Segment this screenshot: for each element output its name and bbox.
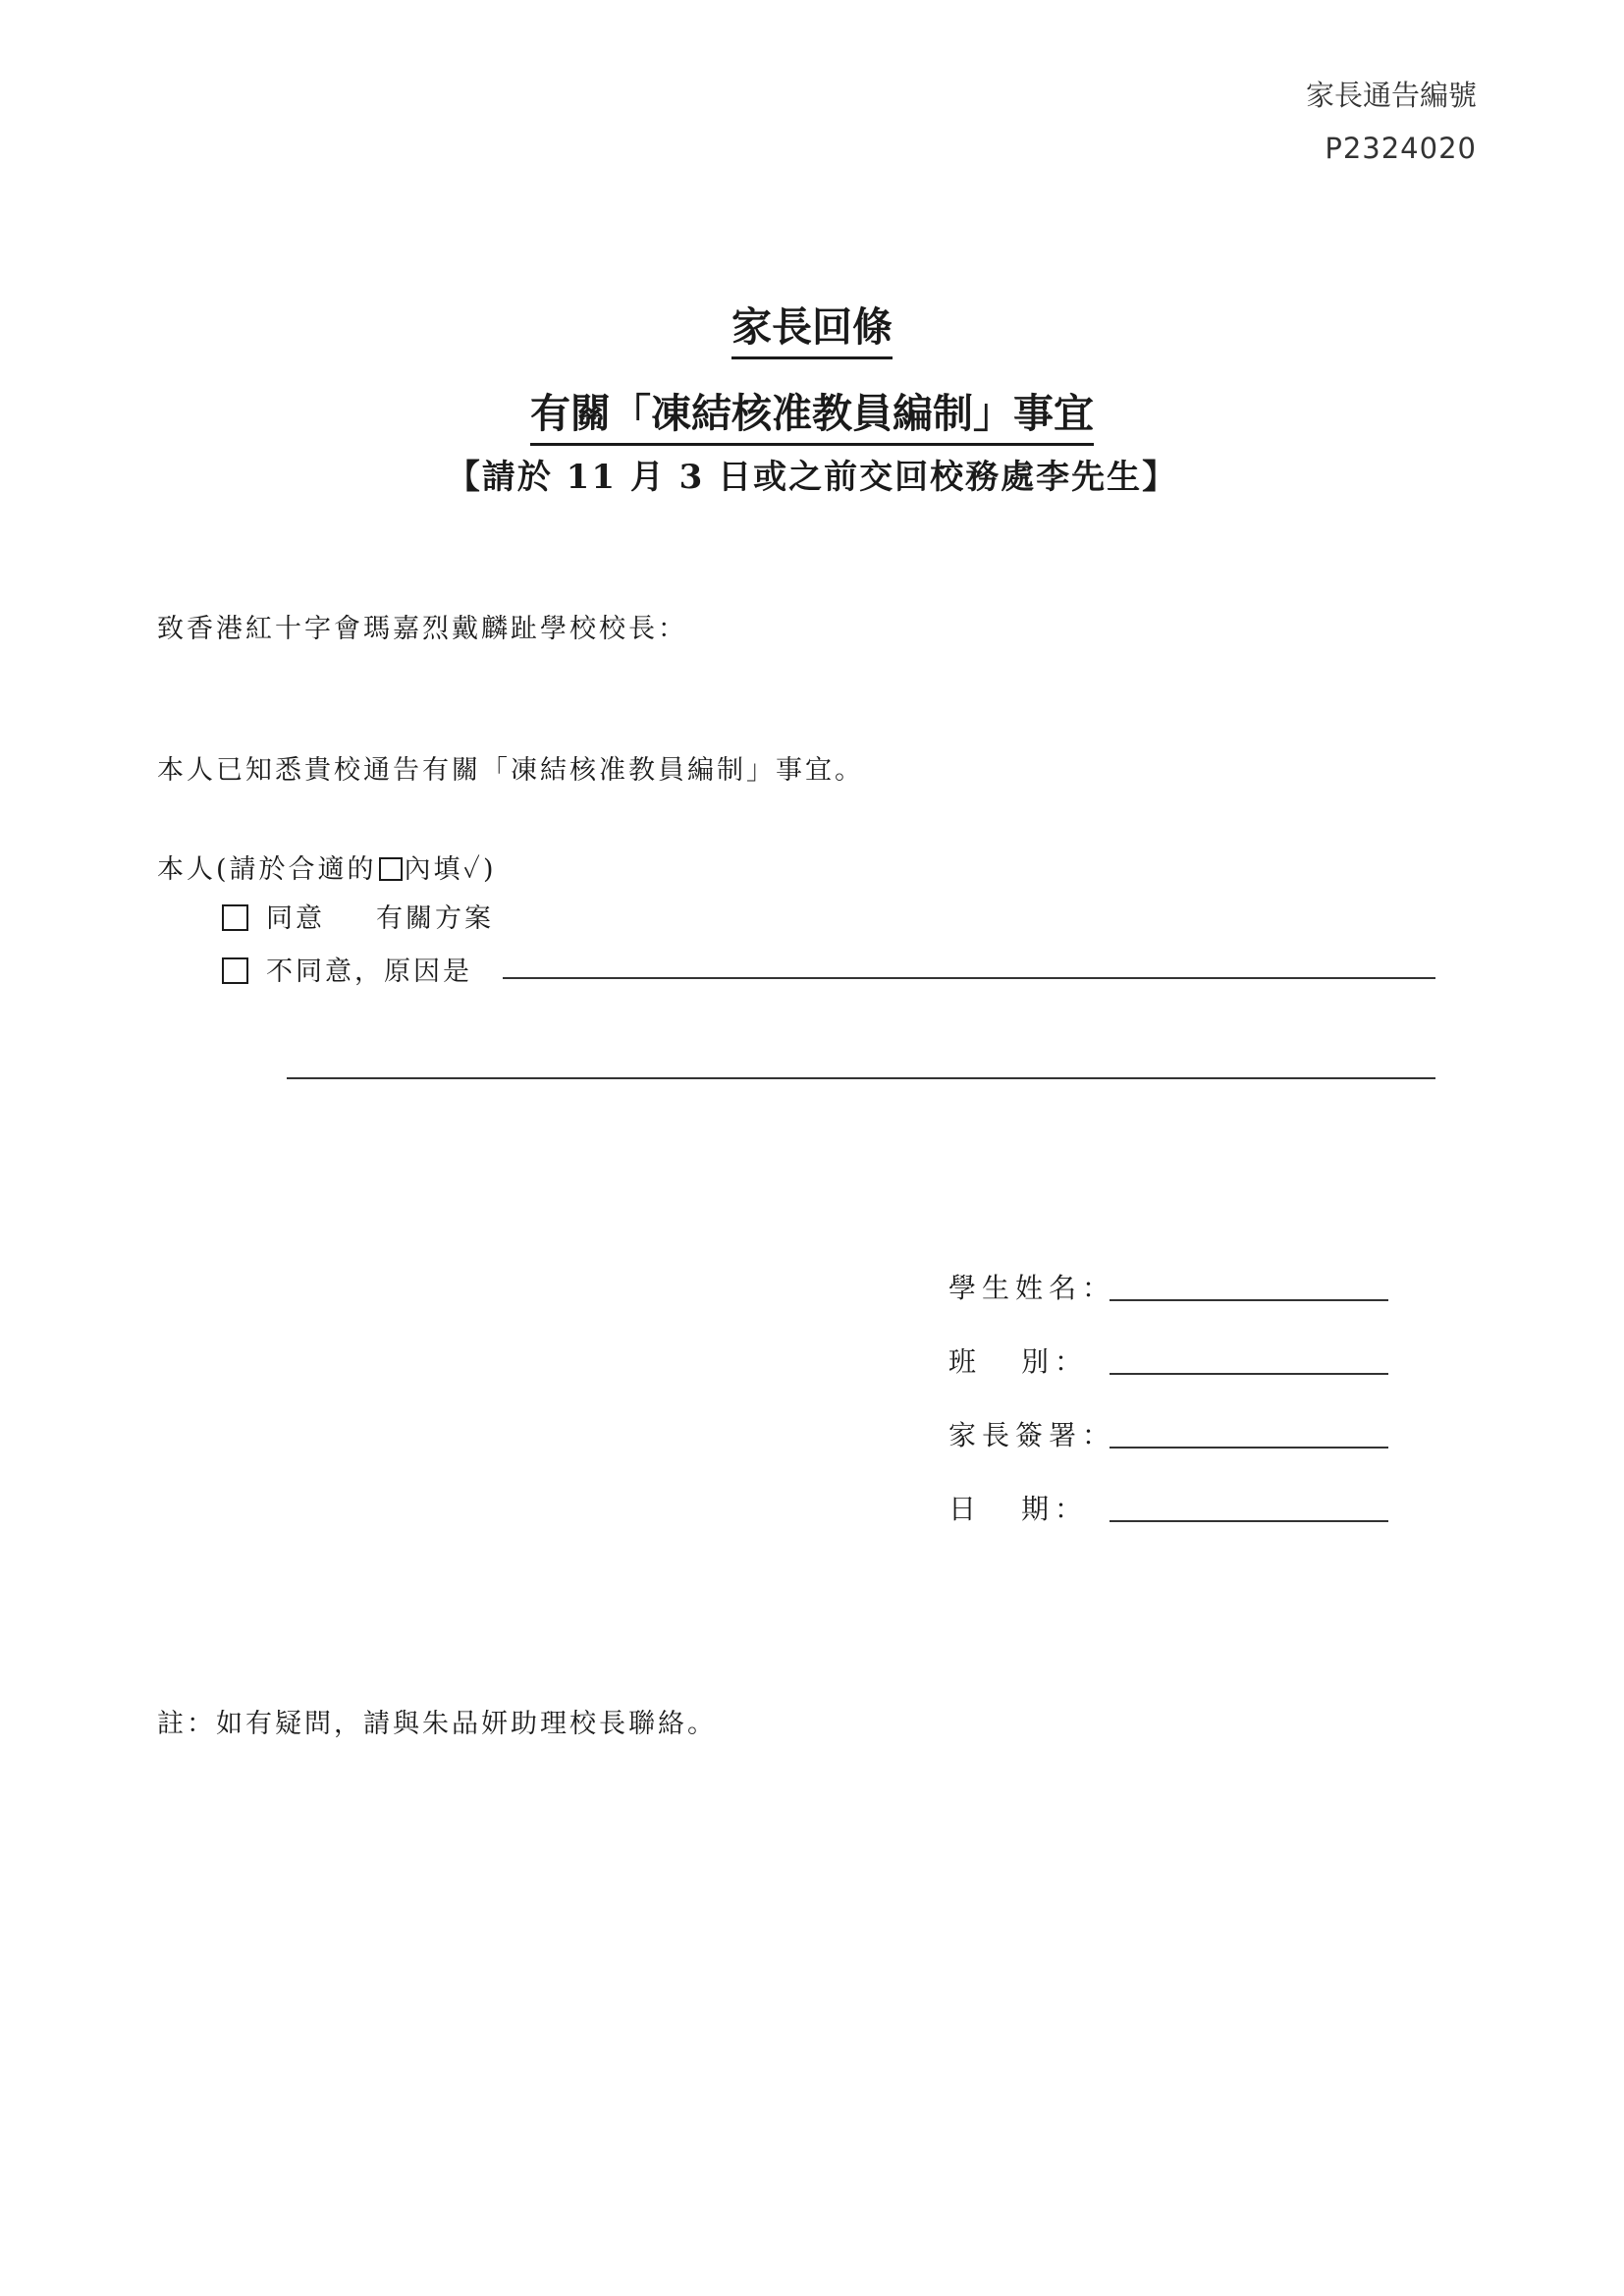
option-disagree[interactable] [222,950,472,988]
colon: ： [1082,1419,1110,1451]
page-title [0,295,1624,359]
colon: ： [1055,1345,1083,1378]
colon: ： [1082,1272,1110,1304]
date-field[interactable] [1110,1520,1388,1522]
student-name-field[interactable] [1110,1299,1388,1301]
notice-number-label: 家長通告編號 [1305,79,1477,112]
reason-line-2[interactable] [287,1077,1435,1079]
class-field[interactable] [1110,1373,1388,1375]
date-label-char-1: 日 [948,1493,1022,1525]
acknowledgement: 本人已知悉貴校通告有關「凍結核准教員編制」事宜。 [157,755,864,786]
reason-line-1[interactable] [503,977,1435,979]
footnote: 註：如有疑問，請與朱品妍助理校長聯絡。 [157,1709,717,1739]
colon: ： [1055,1493,1083,1525]
option-agree[interactable] [222,897,494,935]
salutation: 致香港紅十字會瑪嘉烈戴麟趾學校校長： [157,614,687,644]
date-label-char-2: 期 [1021,1493,1056,1525]
parent-signature-label [948,1414,1110,1453]
option-agree-label: 同意 [266,903,325,934]
page-title-text: 家長回條 [731,295,893,359]
parent-signature-field[interactable] [1110,1447,1388,1449]
student-name-label [948,1267,1110,1306]
class-label-char-1: 班 [948,1345,1022,1378]
class-label [948,1340,1082,1380]
disagree-checkbox[interactable] [222,957,248,984]
instruction [157,847,497,886]
agree-checkbox[interactable] [222,904,248,931]
instruction-suffix: 內填✓) [404,854,497,885]
subject-title [0,381,1624,446]
option-disagree-label: 不同意，原因是 [266,957,472,987]
parent-signature-label-text: 家長簽署 [948,1419,1083,1451]
date-label [948,1488,1082,1527]
class-label-char-2: 別 [1021,1345,1056,1378]
subject-title-text: 有關「凍結核准教員編制」事宜 [530,381,1094,446]
option-agree-suffix: 有關方案 [376,903,494,934]
student-name-label-text: 學生姓名 [948,1272,1083,1304]
deadline-note: 【請於 11 月 3 日或之前交回校務處李先生】 [446,458,1178,497]
checkbox-sample-icon [379,857,403,881]
notice-number: P2324020 [1325,132,1477,165]
instruction-prefix: 本人(請於合適的 [157,854,377,885]
